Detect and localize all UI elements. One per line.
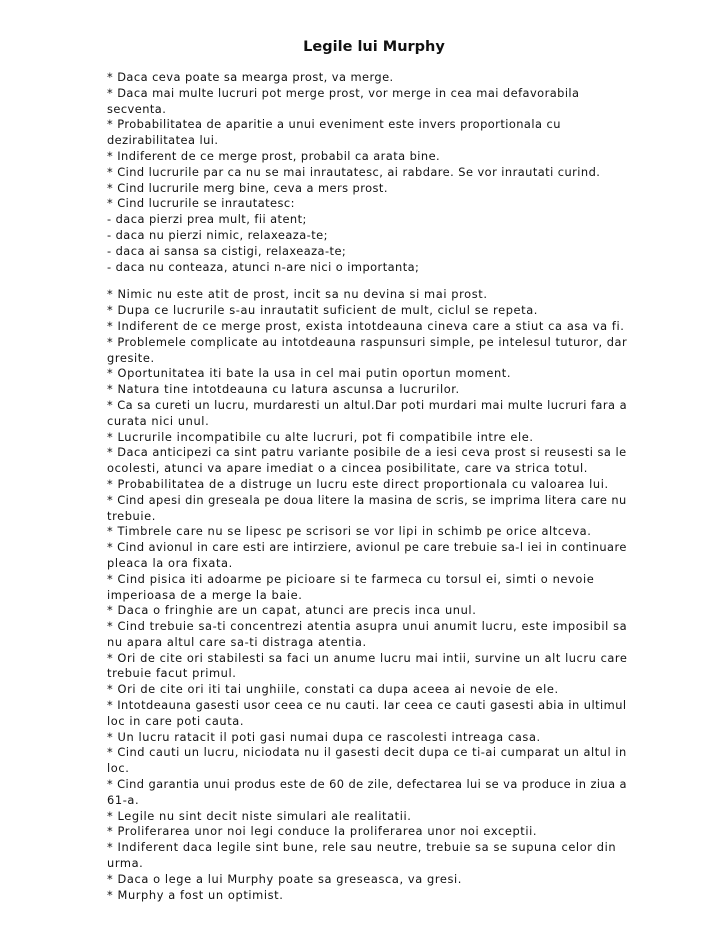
text-line: * Un lucru ratacit il poti gasi numai dupa ce rascolesti intreaga casa.	[107, 729, 541, 744]
text-line: * Lucrurile incompatibile cu alte lucruri, pot fi compatibile intre ele.	[107, 429, 534, 444]
text-line: gresite.	[107, 350, 155, 365]
text-line: * Problemele complicate au intotdeauna raspunsuri simple, pe intelesul tuturor, dar	[107, 334, 628, 349]
text-line: * Proliferarea unor noi legi conduce la proliferarea unor noi exceptii.	[107, 824, 538, 839]
text-line: - daca nu pierzi nimic, relaxeaza-te;	[107, 227, 328, 242]
text-line: loc in care poti cauta.	[107, 713, 245, 728]
text-line: * Cind garantia unui produs este de 60 de zile, defectarea lui se va produce in ziua a	[107, 777, 627, 792]
text-line: * Daca ceva poate sa mearga prost, va merge.	[107, 70, 394, 84]
laws-section-1	[107, 70, 627, 275]
text-line: nu apara altul care sa-ti distraga atentia.	[107, 634, 367, 649]
text-line: * Murphy a fost un optimist.	[107, 887, 284, 902]
text-line: * Indiferent de ce merge prost, exista intotdeauna cineva care a stiut ca asa va fi.	[107, 318, 625, 333]
text-line: trebuie.	[107, 508, 156, 523]
text-line: 61-a.	[107, 792, 140, 807]
text-line: imperioasa de a merge la baie.	[107, 587, 303, 602]
text-line: dezirabilitatea lui.	[107, 133, 219, 148]
text-line: loc.	[107, 761, 130, 776]
text-line: urma.	[107, 856, 144, 871]
text-line: * Ca sa cureti un lucru, murdaresti un altul.Dar poti murdari mai multe lucruri fara a	[107, 397, 628, 412]
text-line: * Probabilitatea de aparitie a unui eveniment este invers proportionala cu	[107, 117, 561, 132]
text-line: * Probabilitatea de a distruge un lucru este direct proportionala cu valoarea lui.	[107, 476, 609, 491]
text-line: secventa.	[107, 101, 167, 116]
text-line: * Cind avionul in care esti are intirziere, avionul pe care trebuie sa-l iei in continuare	[107, 540, 627, 555]
text-line: * Daca o fringhie are un capat, atunci are precis inca unul.	[107, 603, 477, 618]
text-line: * Cind lucrurile merg bine, ceva a mers prost.	[107, 180, 388, 195]
text-line: * Timbrele care nu se lipesc pe scrisori se vor lipi in schimb pe orice altceva.	[107, 524, 592, 539]
text-line: - daca nu conteaza, atunci n-are nici o importanta;	[107, 259, 420, 274]
text-line: * Natura tine intotdeauna cu latura ascunsa a lucrurilor.	[107, 382, 460, 397]
text-line: * Indiferent daca legile sint bune, rele sau neutre, trebuie sa se supuna celor din	[107, 840, 617, 855]
text-line: * Ori de cite ori iti tai unghiile, constati ca dupa aceea ai nevoie de ele.	[107, 682, 559, 697]
text-line: * Daca anticipezi ca sint patru variante posibile de a iesi ceva prost si reusesti sa le	[107, 445, 627, 460]
text-line: * Cind cauti un lucru, niciodata nu il gasesti decit dupa ce ti-ai cumparat un altul in	[107, 745, 627, 760]
document-page	[107, 38, 627, 903]
text-line: * Nimic nu este atit de prost, incit sa nu devina si mai prost.	[107, 287, 488, 302]
text-line: * Indiferent de ce merge prost, probabil ca arata bine.	[107, 148, 441, 163]
document-title: Legile lui Murphy	[303, 39, 445, 55]
text-line: - daca pierzi prea mult, fii atent;	[107, 212, 307, 227]
text-line: * Legile nu sint decit niste simulari ale realitatii.	[107, 808, 412, 823]
text-line: pleaca la ora fixata.	[107, 555, 233, 570]
text-line: curata nici unul.	[107, 413, 210, 428]
text-line: * Cind trebuie sa-ti concentrezi atentia asupra unui anumit lucru, este imposibil sa	[107, 619, 628, 634]
text-line: * Ori de cite ori stabilesti sa faci un anume lucru mai intii, survine un alt lucru care	[107, 650, 628, 665]
text-line: * Dupa ce lucrurile s-au inrautatit suficient de mult, ciclul se repeta.	[107, 303, 538, 318]
text-line: * Cind lucrurile par ca nu se mai inrautatesc, ai rabdare. Se vor inrautati curind.	[107, 164, 601, 179]
text-line: * Cind pisica iti adoarme pe picioare si te farmeca cu torsul ei, simti o nevoie	[107, 571, 595, 586]
laws-section-2	[107, 287, 627, 903]
text-line: * Oportunitatea iti bate la usa in cel mai putin oportun moment.	[107, 366, 512, 381]
text-line: trebuie facut primul.	[107, 666, 237, 681]
text-line: * Intotdeauna gasesti usor ceea ce nu cauti. Iar ceea ce cauti gasesti abia in ultimul	[107, 698, 627, 713]
text-line: * Daca mai multe lucruri pot merge prost, vor merge in cea mai defavorabila	[107, 85, 580, 100]
text-line: * Cind lucrurile se inrautatesc:	[107, 196, 295, 211]
text-line: * Cind apesi din greseala pe doua litere la masina de scris, se imprima litera care nu	[107, 492, 627, 507]
text-line: * Daca o lege a lui Murphy poate sa greseasca, va gresi.	[107, 871, 463, 886]
text-line: ocolesti, atunci va apare imediat o a cincea posibilitate, care va strica totul.	[107, 461, 588, 476]
text-line: - daca ai sansa sa cistigi, relaxeaza-te;	[107, 243, 347, 258]
